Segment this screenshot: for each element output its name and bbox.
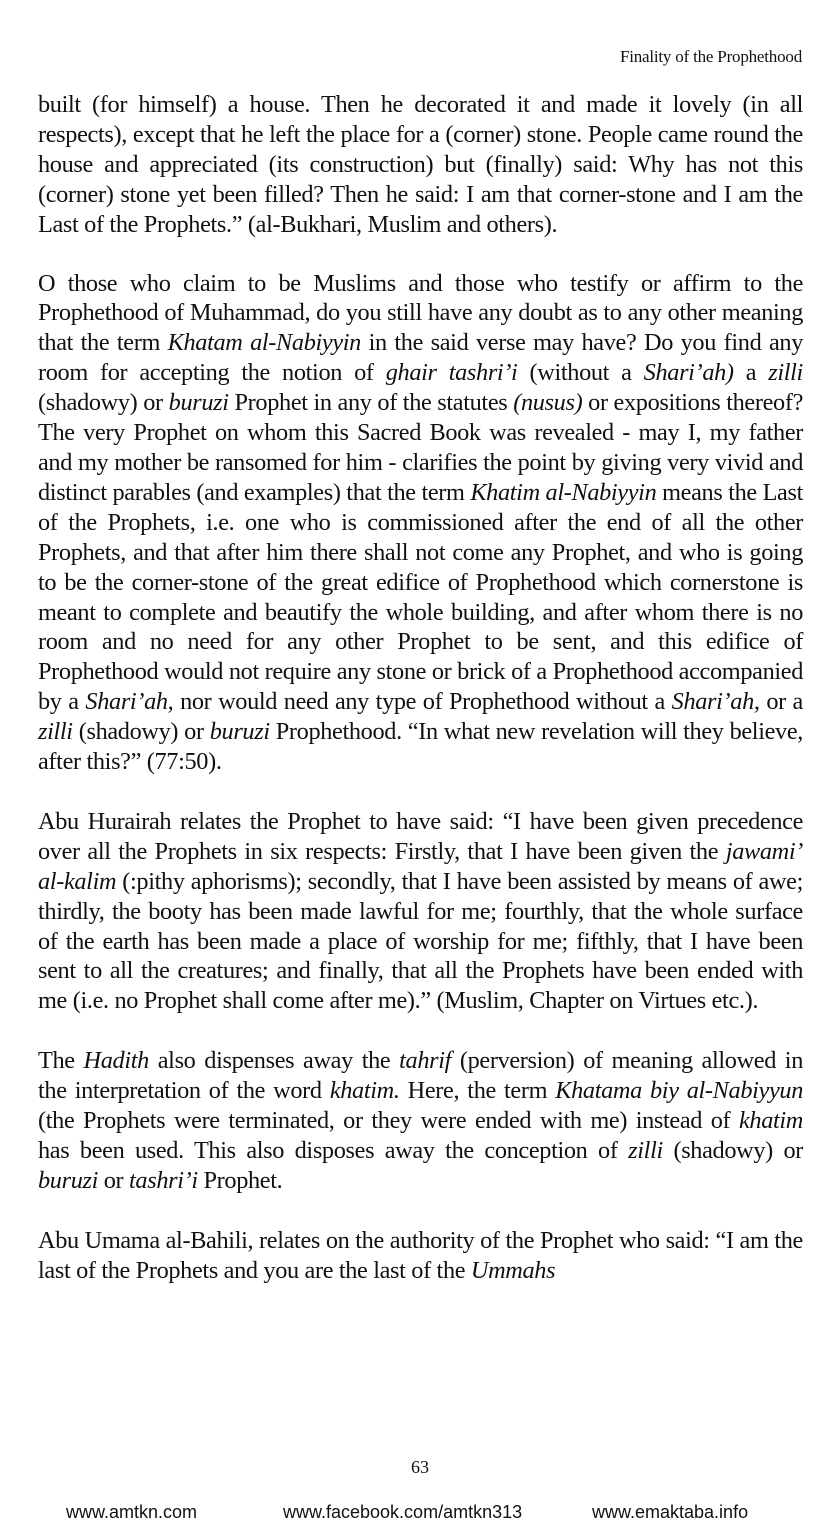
paragraph: O those who claim to be Muslims and those who testify or affirm to the Prophethood of Muhammad, do you still have any doubt as to any other meaning that the term Khatam al-Nabiyyin in the said verse may have? Do you find any room for accepting the notion of ghair tashri’i (without a Shari’ah) a zilli (shadowy) or buruzi Prophet in any of the statutes (nusus) or expositions thereof? The very Prophet on whom this Sacred Book was revealed - may I, my father and my mother be ransomed for him - clarifies the point by giving very vivid and distinct parables (and examples) that the term Khatim al-Nabiyyin means the Last of the Prophets, i.e. one who is commissioned after the end of all the other Prophets, and that after him there shall not come any Prophet, and who is going to be the corner-stone of the great edifice of Prophethood which cornerstone is meant to complete and beautify the whole building, and after whom there is no room and no need for any other Prophet to be sent, and this edifice of Prophethood would not require any stone or brick of a Prophethood accompanied by a Shari’ah, nor would need any type of Prophethood without a Shari’ah, or a zilli (shadowy) or buruzi Prophethood. “In what new revelation will they believe, after this?” (77:50). [38,269,804,776]
italic-term: buruzi [38,1166,99,1194]
italic-term: Shari’ah, [671,688,760,716]
italic-term: zilli [38,718,73,746]
italic-term: khatim [738,1107,803,1135]
italic-term: Shari’ah) [643,359,734,387]
italic-term: Ummahs [470,1256,556,1284]
italic-term: buruzi [209,718,270,746]
footer-link-facebook[interactable]: www.facebook.com/amtkn313 [283,1502,523,1522]
italic-term: tashri’i [129,1166,198,1194]
italic-term: jawami’ al-kalim [38,837,803,895]
italic-term: Shari’ah, [85,688,174,716]
body-text [38,90,803,1316]
page-number: 63 [411,1457,429,1477]
paragraph: Abu Hurairah relates the Prophet to have said: “I have been given precedence over all the Prophets in six respects: Firstly, that I have been given the jawami’ al-kalim (:pithy aphorisms); secondly, that I have been assisted by means of awe; thirdly, the booty has been made lawful for me; fourthly, that the whole surface of the earth has been made a place of worship for me; fifthly, that I have been sent to all the creatures; and finally, that all the Prophets have been ended with me (i.e. no Prophet shall come after me).” (Muslim, Chapter on Virtues etc.). [38,807,803,1015]
italic-term: Khatim al-Nabiyyin [470,478,657,506]
italic-term: tahrif [399,1047,452,1075]
italic-term: Hadith [83,1047,149,1075]
italic-term: buruzi [168,389,229,417]
italic-term: zilli [768,359,803,387]
running-header: Finality of the Prophethood [619,47,802,66]
italic-term: Khatam al-Nabiyyin [167,329,361,357]
italic-term: (nusus) [513,389,583,417]
footer-link-emaktaba[interactable]: www.emaktaba.info [592,1502,749,1522]
italic-term: khatim. [329,1077,400,1105]
paragraph: built (for himself) a house. Then he decorated it and made it lovely (in all respects), except that he left the place for a (corner) stone. People came round the house and appreciated (its construction) but (finally) said: Why has not this (corner) stone yet been filled? Then he said: I am that corner-stone and I am the Last of the Prophets.” (al-Bukhari, Muslim and others). [38,91,803,238]
italic-term: ghair tashri’i [385,359,518,387]
footer-link-amtkn[interactable]: www.amtkn.com [66,1502,198,1522]
footer [0,1502,840,1526]
italic-term: zilli [628,1137,663,1164]
paragraph: The Hadith also dispenses away the tahrif (perversion) of meaning allowed in the interpretation of the word khatim. Here, the term Khatama biy al-Nabiyyun (the Prophets were terminated, or they were ended with me) instead of khatim has been used. This also disposes away the conception of zilli (shadowy) or buruzi or tashri’i Prophet. [38,1047,803,1194]
italic-term: Khatama biy al-Nabiyyun [555,1077,803,1105]
paragraph: Abu Umama al-Bahili, relates on the authority of the Prophet who said: “I am the last of the Prophets and you are the last of the Ummahs [38,1226,803,1284]
